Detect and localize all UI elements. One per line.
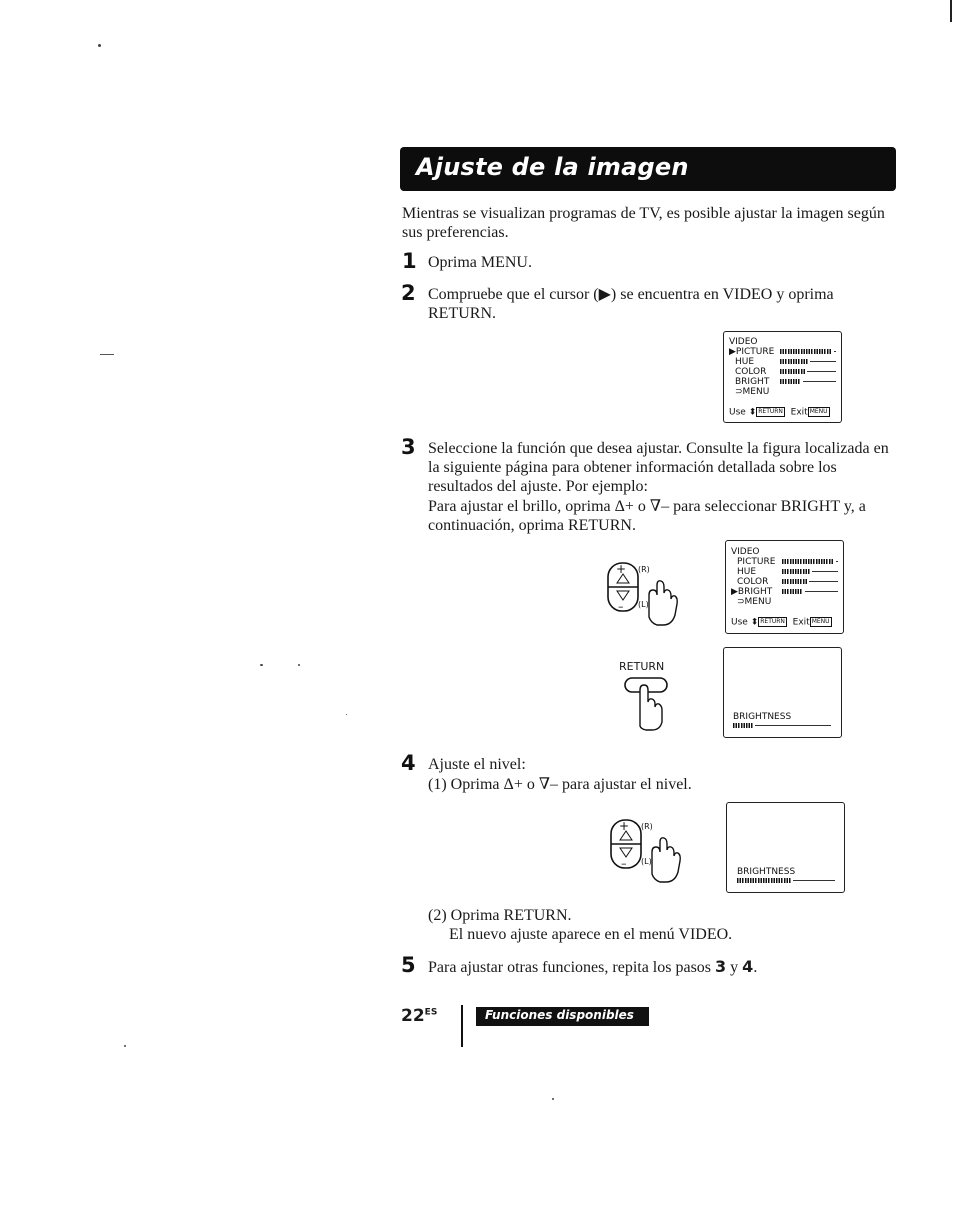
scan-speck — [260, 664, 263, 666]
scan-edge-mark — [950, 0, 952, 22]
step-3-example: Para ajustar el brillo, oprima Δ+ o ∇– para seleccionar BRIGHT y, a continuación, oprima RETURN. — [428, 498, 866, 534]
scan-mark — [100, 354, 114, 355]
step-ref-3: 3 — [715, 957, 727, 976]
page-suffix: ES — [424, 1007, 438, 1018]
step-1-number: 1 — [402, 249, 417, 273]
bright-level-bar — [780, 379, 836, 384]
step-2-text: Compruebe que el cursor (▶) se encuentra en VIDEO y oprima RETURN. — [428, 286, 834, 322]
r-label: (R) — [641, 822, 653, 831]
step-3-number: 3 — [401, 435, 416, 459]
step-2-number: 2 — [401, 281, 416, 305]
step-5-number: 5 — [401, 953, 416, 977]
menu-item-hue: HUE — [735, 357, 755, 367]
hint-exit: Exit — [792, 617, 810, 628]
plus-label: + — [619, 819, 630, 833]
page-number — [401, 1006, 437, 1026]
menu-title: VIDEO — [729, 337, 758, 347]
step-3-text: Seleccione la función que desea ajustar. Consulte la figura localizada en la siguiente página para obtener información detallada sobre los resultados del ajuste. Por ejemplo: — [428, 440, 889, 495]
menu-hint — [731, 617, 832, 628]
step-4-sub2-note: El nuevo ajuste aparece en el menú VIDEO. — [449, 926, 733, 943]
scan-speck — [298, 664, 300, 666]
hue-level-bar — [780, 359, 836, 364]
minus-label: – — [621, 857, 627, 870]
hue-level-bar — [782, 569, 838, 574]
return-button-press-icon — [622, 674, 682, 734]
remote-updown-press-icon-2 — [608, 812, 688, 887]
return-button-label: RETURN — [619, 660, 665, 673]
step-5-text — [428, 957, 757, 977]
step-4-sub2: (2) Oprima RETURN. — [428, 907, 572, 924]
intro-text: Mientras se visualizan programas de TV, es posible ajustar la imagen según sus preferencias. — [402, 205, 885, 241]
step-ref-4: 4 — [742, 957, 754, 976]
return-key-label: RETURN — [758, 408, 783, 415]
picture-level-bar — [782, 559, 838, 564]
page-number-value: 22 — [401, 1006, 425, 1026]
step-4-number: 4 — [401, 751, 416, 775]
hint-use: Use — [729, 407, 746, 418]
step-5-text-post: . — [753, 959, 758, 976]
hint-use: Use — [731, 617, 748, 628]
video-menu-screen-1 — [723, 331, 842, 423]
l-label: (L) — [641, 857, 652, 866]
brightness-label: BRIGHTNESS — [733, 712, 792, 722]
l-label: (L) — [638, 600, 649, 609]
menu-item-color: COLOR — [735, 367, 767, 377]
menu-item-back: ⊃MENU — [735, 387, 770, 397]
scan-speck — [98, 44, 101, 47]
updown-icon: ⬍ — [750, 617, 759, 628]
bright-level-bar — [782, 589, 838, 594]
scan-speck — [552, 1098, 554, 1100]
hint-exit: Exit — [790, 407, 808, 418]
section-title: Ajuste de la imagen — [416, 153, 689, 181]
brightness-level-bar — [733, 723, 831, 728]
menu-item-bright: BRIGHT — [735, 377, 770, 387]
scan-speck — [124, 1045, 126, 1047]
menu-item-back: ⊃MENU — [737, 597, 772, 607]
section-title-bar — [400, 147, 896, 191]
step-1-text: Oprima MENU. — [428, 254, 532, 271]
brightness-label: BRIGHTNESS — [737, 867, 796, 877]
step-4-text: Ajuste el nivel: — [428, 756, 526, 773]
menu-item-color: COLOR — [737, 577, 769, 587]
menu-title: VIDEO — [731, 547, 760, 557]
step-5-text-pre: Para ajustar otras funciones, repita los pasos — [428, 959, 716, 976]
menu-item-hue: HUE — [737, 567, 757, 577]
brightness-screen-1 — [723, 647, 842, 738]
brightness-screen-2 — [726, 802, 845, 893]
scan-speck — [346, 714, 347, 715]
color-level-bar — [780, 369, 836, 374]
menu-hint — [729, 407, 830, 418]
footer-divider — [461, 1005, 463, 1047]
r-label: (R) — [638, 565, 650, 574]
updown-icon: ⬍ — [748, 407, 757, 418]
step-4-sub1: (1) Oprima Δ+ o ∇– para ajustar el nivel. — [428, 776, 692, 793]
remote-updown-press-icon-1 — [605, 555, 685, 630]
brightness-level-bar — [737, 878, 835, 883]
footer-section-title: Funciones disponibles — [485, 1008, 634, 1022]
picture-level-bar — [780, 349, 836, 354]
plus-label: + — [616, 562, 627, 576]
video-menu-screen-2 — [725, 540, 844, 634]
menu-item-picture: ▶PICTURE — [729, 347, 775, 357]
color-level-bar — [782, 579, 838, 584]
menu-item-bright: ▶BRIGHT — [731, 587, 773, 597]
return-key-label: RETURN — [760, 618, 785, 625]
footer-section-bar — [476, 1007, 649, 1026]
step-5-text-mid: y — [726, 959, 743, 976]
minus-label: – — [618, 600, 624, 613]
menu-key-label: MENU — [809, 408, 828, 415]
menu-key-label: MENU — [811, 618, 830, 625]
menu-item-picture: PICTURE — [737, 557, 776, 567]
